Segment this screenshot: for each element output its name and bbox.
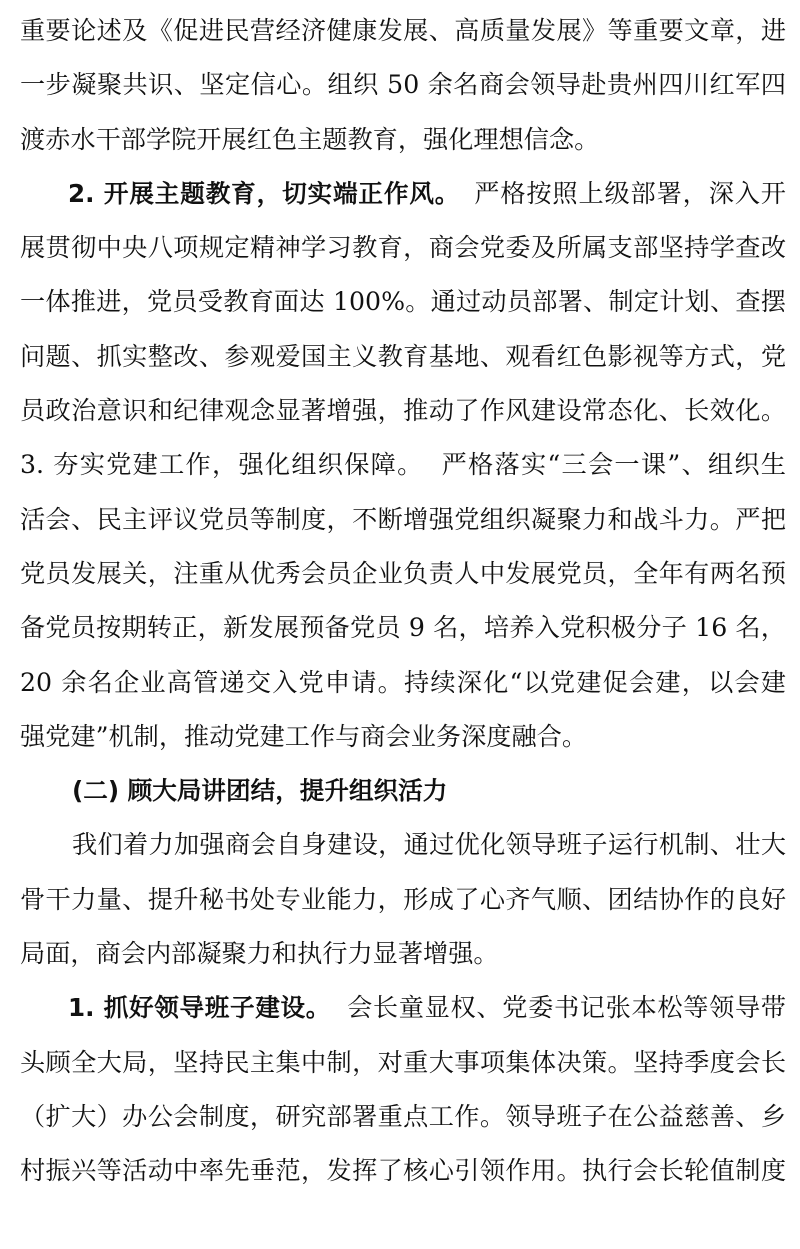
document-page <box>0 4 800 1249</box>
text-line: 骨干力量、提升秘书处专业能力，形成了心齐气顺、团结协作的良好 <box>20 884 786 914</box>
paragraph-item-2 <box>20 167 786 438</box>
text-line: 强党建”机制，推动党建工作与商会业务深度融合。 <box>20 721 588 751</box>
item-heading: 3. 夯实党建工作，强化组织保障。 <box>20 450 424 480</box>
text-line: （扩大）办公会制度，研究部署重点工作。领导班子在公益慈善、乡 <box>20 1101 786 1131</box>
text-line: 20 余名企业高管递交入党申请。持续深化“以党建促会建，以会建 <box>20 667 786 697</box>
text-line: 备党员按期转正，新发展预备党员 9 名，培养入党积极分子 16 名， <box>20 613 786 643</box>
text-line: 我们着力加强商会自身建设，通过优化领导班子运行机制、壮大 <box>72 830 786 860</box>
text-line <box>20 167 786 221</box>
item-heading: 2. 开展主题教育，切实端正作风。 <box>68 178 461 208</box>
section-title-text: (二) 顾大局讲团结，提升组织活力 <box>72 776 448 806</box>
text-line: 问题、抓实整改、参观爱国主义教育基地、观看红色影视等方式，党 <box>20 341 786 371</box>
text-line: 一体推进，党员受教育面达 100%。通过动员部署、制定计划、查摆 <box>20 287 786 317</box>
text-line <box>20 981 786 1035</box>
item-heading: 1. 抓好领导班子建设。 <box>68 993 332 1023</box>
text-line: 员政治意识和纪律观念显著增强，推动了作风建设常态化、长效化。 <box>20 396 786 426</box>
paragraph-item-3 <box>20 438 786 764</box>
text-line: 局面，商会内部凝聚力和执行力显著增强。 <box>20 939 499 969</box>
paragraph-intro <box>20 818 786 981</box>
text-line <box>20 438 786 492</box>
text-line: 党员发展关，注重从优秀会员企业负责人中发展党员，全年有两名预 <box>20 558 786 588</box>
text-line: 村振兴等活动中率先垂范，发挥了核心引领作用。执行会长轮值制度 <box>20 1156 786 1186</box>
text-line: 渡赤水干部学院开展红色主题教育，强化理想信念。 <box>20 124 600 154</box>
item-text: 严格按照上级部署，深入开 <box>474 178 786 208</box>
text-line: 活会、民主评议党员等制度，不断增强党组织凝聚力和战斗力。严把 <box>20 504 786 534</box>
section-title <box>20 764 786 818</box>
text-line: 头顾全大局，坚持民主集中制，对重大事项集体决策。坚持季度会长 <box>20 1047 786 1077</box>
paragraph-continuation <box>20 4 786 167</box>
text-line: 重要论述及《促进民营经济健康发展、高质量发展》等重要文章，进 <box>20 16 786 45</box>
item-text: 严格落实“三会一课”、组织生 <box>441 450 786 480</box>
paragraph-item-1 <box>20 981 786 1198</box>
text-line: 展贯彻中央八项规定精神学习教育，商会党委及所属支部坚持学查改 <box>20 233 786 263</box>
text-line: 一步凝聚共识、坚定信心。组织 50 余名商会领导赴贵州四川红军四 <box>20 70 786 100</box>
item-text: 会长童显权、党委书记张本松等领导带 <box>347 993 786 1023</box>
